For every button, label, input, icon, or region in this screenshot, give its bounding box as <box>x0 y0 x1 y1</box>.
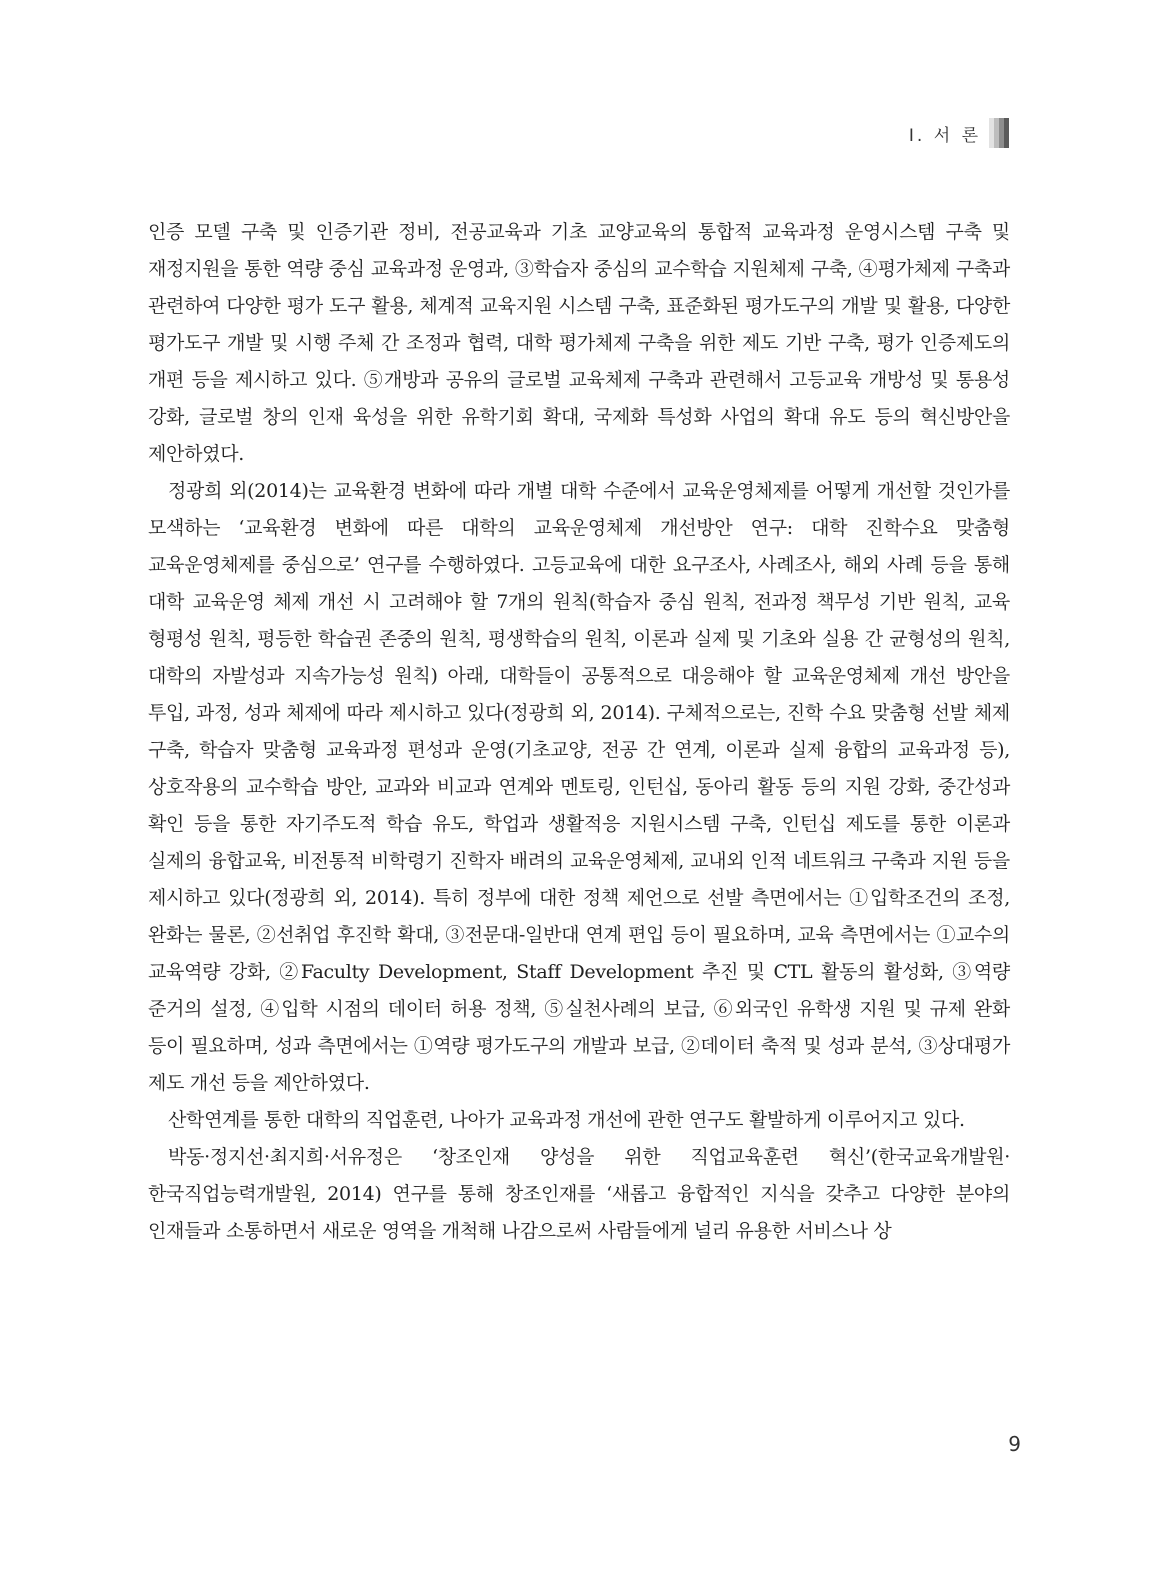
section-title: Ⅰ. 서 론 <box>908 125 981 146</box>
paragraph-2: 정광희 외(2014)는 교육환경 변화에 따라 개별 대학 수준에서 교육운영체제를 어떻게 개선할 것인가를 모색하는 ‘교육환경 변화에 따른 대학의 교육운영체제 개선방안 연구: 대학 진학수요 맞춤형 교육운영체제를 중심으로’ 연구를 수행하였다. 고등교육에 대한 요구조사, 사례조사, 해외 사례 등을 통해 대학 교육운영 체제 개선 시 고려해야 할 7개의 원칙(학습자 중심 원칙, 전과정 책무성 기반 원칙, 교육 형평성 원칙, 평등한 학습권 존중의 원칙, 평생학습의 원칙, 이론과 실제 및 기초와 실용 간 균형성의 원칙, 대학의 자발성과 지속가능성 원칙) 아래, 대학들이 공통적으로 대응해야 할 교육운영체제 개선 방안을 투입, 과정, 성과 체제에 따라 제시하고 있다(정광희 외, 2014). 구체적으로는, 진학 수요 맞춤형 선발 체제 구축, 학습자 맞춤형 교육과정 편성과 운영(기초교양, 전공 간 연계, 이론과 실제 융합의 교육과정 등), 상호작용의 교수학습 방안, 교과와 비교과 연계와 멘토링, 인턴십, 동아리 활동 등의 지원 강화, 중간성과 확인 등을 통한 자기주도적 학습 유도, 학업과 생활적응 지원시스템 구축, 인턴십 제도를 통한 이론과 실제의 융합교육, 비전통적 비학령기 진학자 배려의 교육운영체제, 교내외 인적 네트워크 구축과 지원 등을 제시하고 있다(정광희 외, 2014). 특히 정부에 대한 정책 제언으로 선발 측면에서는 ①입학조건의 조정, 완화는 물론, ②선취업 후진학 확대, ③전문대-일반대 연계 편입 등이 필요하며, 교육 측면에서는 ①교수의 교육역량 강화, ②Faculty Development, Staff Development 추진 및 CTL 활동의 활성화, ③역량 준거의 설정, ④입학 시점의 데이터 허용 정책, ⑤실천사례의 보급, ⑥외국인 유학생 지원 및 규제 완화 등이 필요하며, 성과 측면에서는 ①역량 평가도구의 개발과 보급, ②데이터 축적 및 성과 분석, ③상대평가 제도 개선 등을 제안하였다. <box>148 480 1010 1094</box>
header-gradient-bar <box>989 118 1009 148</box>
page-number: 9 <box>1008 1432 1021 1456</box>
running-header <box>909 118 1009 148</box>
paragraph-4: 박동·정지선·최지희·서유정은 ‘창조인재 양성을 위한 직업교육훈련 혁신’(한국교육개발원·한국직업능력개발원, 2014) 연구를 통해 창조인재를 ‘새롭고 융합적인 지식을 갖추고 다양한 분야의 인재들과 소통하면서 새로운 영역을 개척해 나감으로써 사람들에게 널리 유용한 서비스나 상 <box>148 1146 1010 1242</box>
body-text <box>148 214 1010 1250</box>
paragraph-3: 산학연계를 통한 대학의 직업훈련, 나아가 교육과정 개선에 관한 연구도 활발하게 이루어지고 있다. <box>168 1109 965 1131</box>
paragraph-1: 인증 모델 구축 및 인증기관 정비, 전공교육과 기초 교양교육의 통합적 교육과정 운영시스템 구축 및 재정지원을 통한 역량 중심 교육과정 운영과, ③학습자 중심의 교수학습 지원체제 구축, ④평가체제 구축과 관련하여 다양한 평가 도구 활용, 체계적 교육지원 시스템 구축, 표준화된 평가도구의 개발 및 활용, 다양한 평가도구 개발 및 시행 주체 간 조정과 협력, 대학 평가체제 구축을 위한 제도 기반 구축, 평가 인증제도의 개편 등을 제시하고 있다. ⑤개방과 공유의 글로벌 교육체제 구축과 관련해서 고등교육 개방성 및 통용성 강화, 글로벌 창의 인재 육성을 위한 유학기회 확대, 국제화 특성화 사업의 확대 유도 등의 혁신방안을 제안하였다. <box>148 221 1010 465</box>
